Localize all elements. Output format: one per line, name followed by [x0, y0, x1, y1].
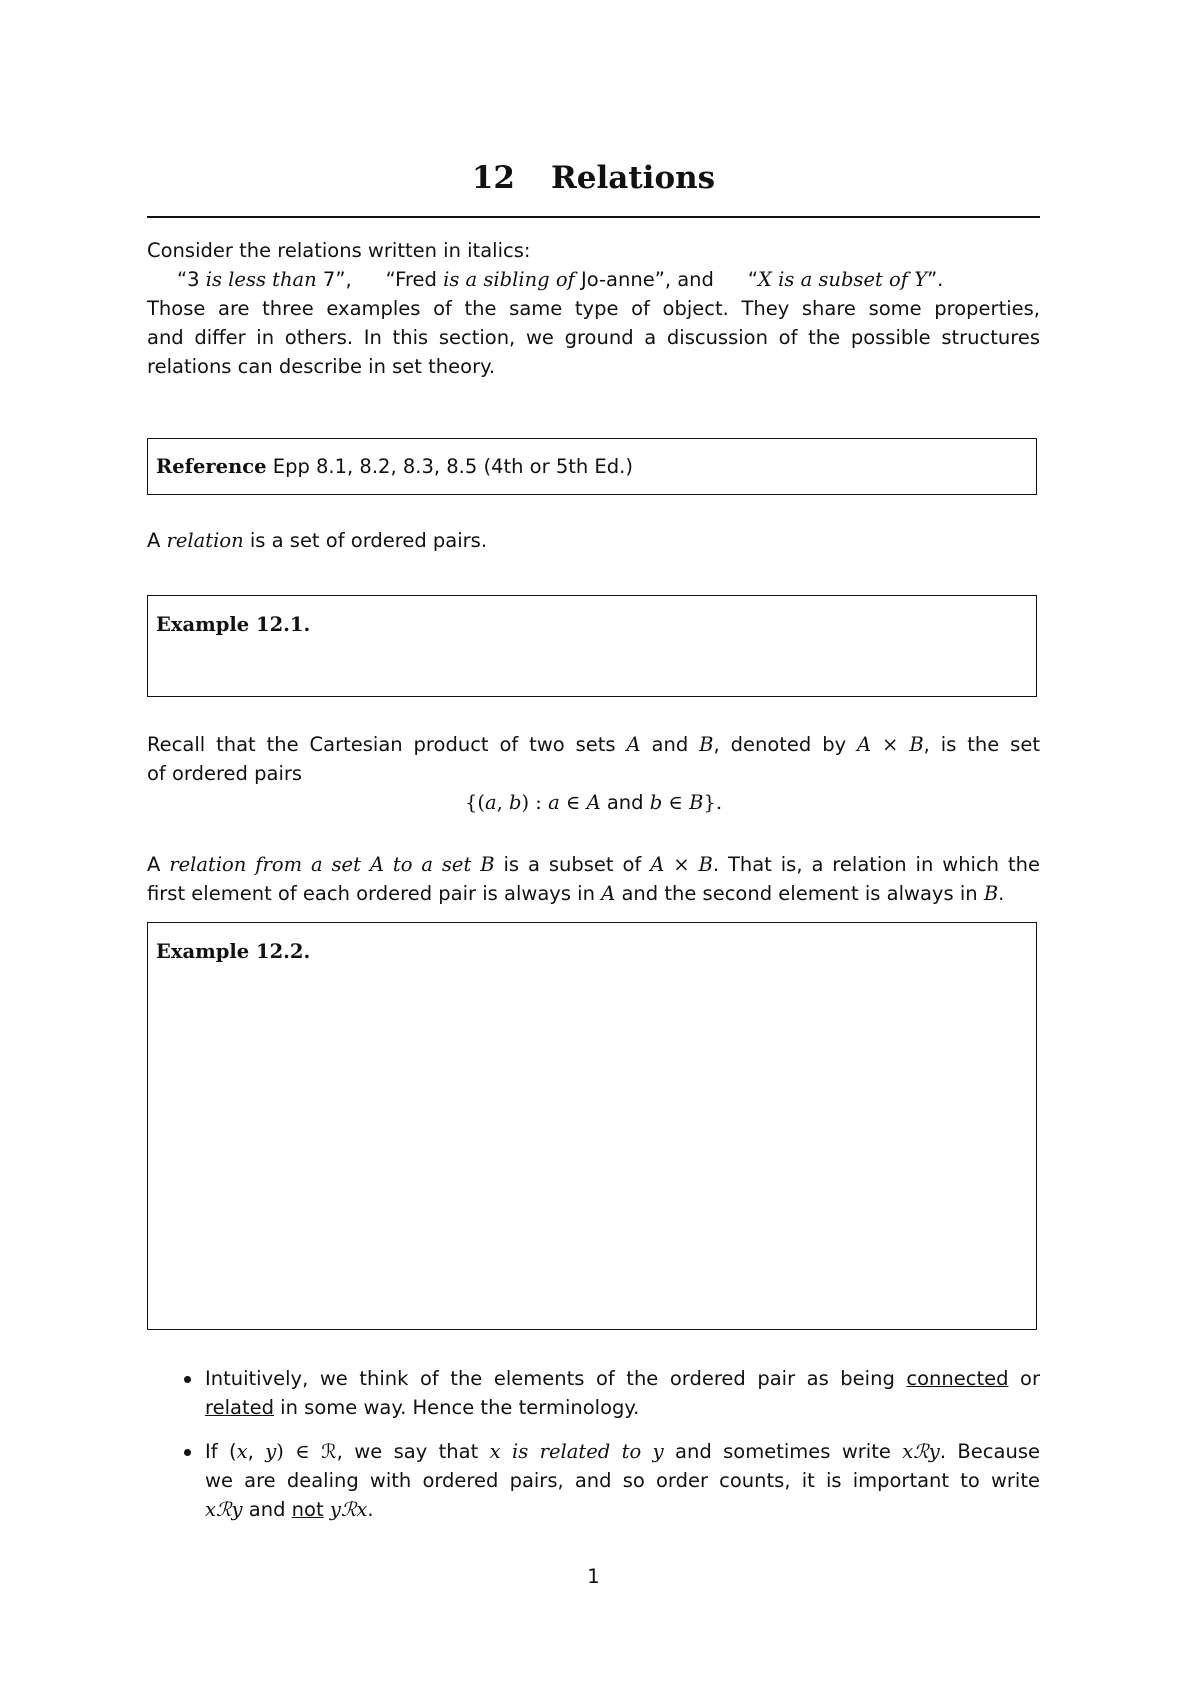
intro-paragraph — [147, 236, 1040, 381]
example-12-1-label: Example 12.1. — [156, 613, 311, 636]
example-12-2-label: Example 12.2. — [156, 940, 311, 963]
reference-box — [147, 438, 1037, 495]
list-item: Intuitively, we think of the elements of the ordered pair as being connected or related in some way. Hence the terminology. — [147, 1364, 1040, 1422]
relation-from-a-to-b-definition: A relation from a set A to a set B is a subset of A × B. That is, a relation in which the first element of each ordered pair is always in A and the second element is always in B. — [147, 853, 1040, 905]
intro-line-2: and differ in others. In this section, we ground a discussion of the possible structures — [147, 326, 1040, 349]
bullet-icon — [184, 1449, 191, 1456]
bullet-icon — [184, 1376, 191, 1383]
reference-text: Epp 8.1, 8.2, 8.3, 8.5 (4th or 5th Ed.) — [266, 455, 633, 478]
cartesian-set-formula: {(a, b) : a ∈ A and b ∈ B}. — [464, 791, 723, 814]
section-title: Relations — [551, 160, 716, 196]
intro-examples: “3 is less than 7”, “Fred is a sibling of Jo-anne”, and “X is a subset of Y”. — [177, 268, 944, 291]
intro-lead: Consider the relations written in italics: — [147, 239, 531, 262]
intro-line-3: relations can describe in set theory. — [147, 355, 496, 378]
reference-label: Reference — [156, 455, 267, 478]
list-item: If (x, y) ∈ ℛ, we say that x is related to y and sometimes write xℛy. Because we are dealing with ordered pairs, and so order counts, it is important to write xℛy and not yℛx. — [147, 1437, 1040, 1524]
example-12-2-box — [147, 922, 1037, 1330]
section-heading — [147, 158, 1040, 198]
cartesian-paragraph: Recall that the Cartesian product of two sets A and B, denoted by A × B, is the set of ordered pairs {(a, b) : a ∈ A and b ∈ B}. — [147, 730, 1040, 817]
example-12-1-box — [147, 595, 1037, 697]
page-number: 1 — [587, 1565, 600, 1588]
bullet-list — [147, 1364, 1040, 1539]
relation-definition: A relation is a set of ordered pairs. — [147, 529, 488, 552]
intro-line-1: Those are three examples of the same type of object. They share some properties, — [147, 297, 1040, 320]
heading-rule — [147, 216, 1040, 218]
section-number: 12 — [471, 160, 515, 196]
